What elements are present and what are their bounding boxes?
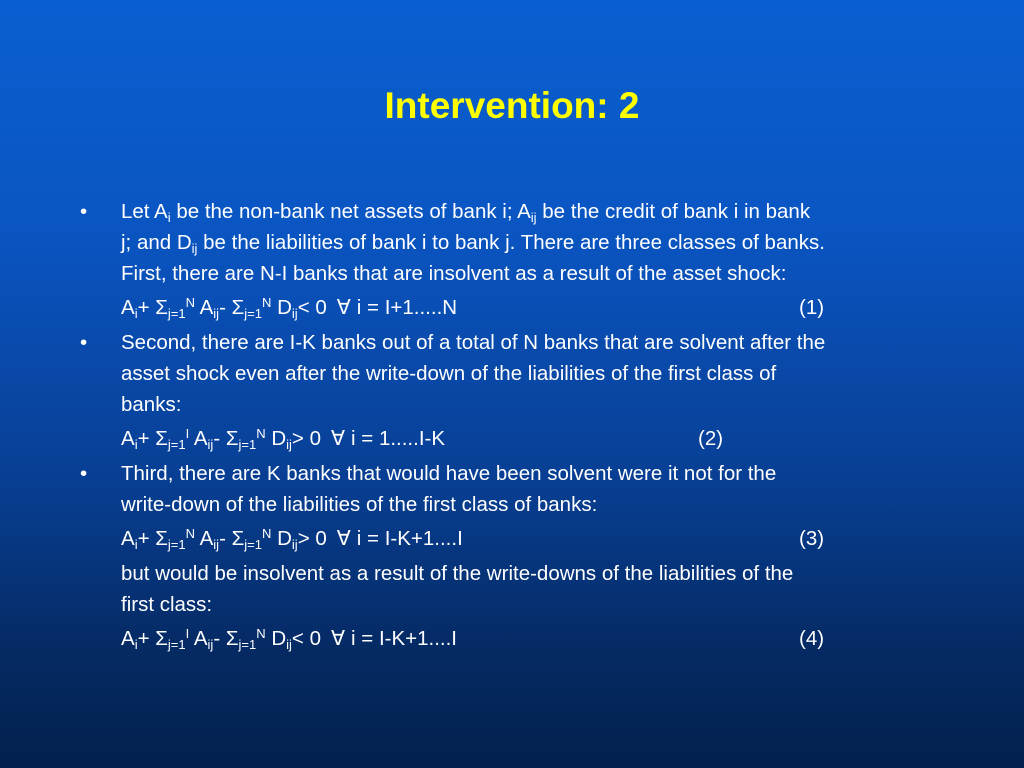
sum-symbol: - Σ xyxy=(213,627,239,650)
bullet-3: • xyxy=(80,462,88,485)
subscript: i xyxy=(134,637,138,652)
subscript: ij xyxy=(191,241,198,256)
subscript: j=1 xyxy=(167,306,186,321)
subscript: ij xyxy=(213,306,220,321)
bullet-2: • xyxy=(80,331,88,354)
sum-symbol: - Σ xyxy=(213,427,239,450)
equation-number-4: (4) xyxy=(799,627,825,650)
superscript: N xyxy=(256,426,266,441)
slide-title: Intervention: 2 xyxy=(384,85,640,126)
subscript: ij xyxy=(286,637,292,652)
paragraph-1-line-3: First, there are N-I banks that are insolvent as a result of the asset shock: xyxy=(121,262,787,285)
subscript: j=1 xyxy=(244,537,262,552)
subscript: i xyxy=(134,306,138,321)
paragraph-4-line-1: but would be insolvent as a result of the write-downs of the liabilities of the xyxy=(121,562,794,585)
index-range: i = I+1.....N xyxy=(356,296,458,319)
text: A xyxy=(121,527,135,550)
sum-symbol: + Σ xyxy=(137,527,168,550)
subscript: i xyxy=(134,437,138,452)
text: A xyxy=(121,427,135,450)
text: j; and D xyxy=(121,231,192,254)
equation-number-2: (2) xyxy=(698,427,724,450)
relation: > 0 xyxy=(291,427,321,450)
text: A xyxy=(121,627,135,650)
paragraph-3-line-2: write-down of the liabilities of the first class of banks: xyxy=(121,493,598,516)
text: D xyxy=(271,427,287,450)
equation-number-3: (3) xyxy=(799,527,825,550)
superscript: N xyxy=(262,526,272,541)
paragraph-1-line-2 xyxy=(80,227,960,258)
subscript: ij xyxy=(291,306,298,321)
paragraph-2-line-2: asset shock even after the write-down of the liabilities of the first class of xyxy=(121,362,777,385)
text: D xyxy=(271,627,287,650)
superscript: N xyxy=(262,295,272,310)
text: A xyxy=(193,627,208,650)
superscript: N xyxy=(185,526,196,541)
for-all-symbol: ∀ xyxy=(336,527,351,550)
subscript: ij xyxy=(291,537,298,552)
equation-4 xyxy=(80,620,960,658)
equation-3 xyxy=(80,520,960,558)
subscript: i xyxy=(167,210,171,225)
superscript: I xyxy=(185,426,190,441)
relation: < 0 xyxy=(297,296,327,319)
text: be the credit of bank i in bank xyxy=(536,200,811,223)
subscript: j=1 xyxy=(244,306,262,321)
for-all-symbol: ∀ xyxy=(331,627,346,650)
text: be the liabilities of bank i to bank j. There are three classes of banks. xyxy=(197,231,825,254)
equation-1 xyxy=(80,289,960,327)
text: Let A xyxy=(121,200,168,223)
paragraph-2-line-3: banks: xyxy=(121,393,182,416)
superscript: N xyxy=(185,295,196,310)
index-range: i = I-K+1....I xyxy=(351,627,457,650)
equation-number-1: (1) xyxy=(799,296,825,319)
sum-symbol: - Σ xyxy=(219,296,245,319)
subscript: j=1 xyxy=(167,437,186,452)
relation: > 0 xyxy=(297,527,327,550)
slide-content xyxy=(80,196,960,658)
paragraph-2-line-1: • Second, there are I-K banks out of a total of N banks that are solvent after the xyxy=(80,327,960,358)
paragraph-4-line-2: first class: xyxy=(121,593,213,616)
relation: < 0 xyxy=(291,627,321,650)
sum-symbol: + Σ xyxy=(137,627,168,650)
text: D xyxy=(277,296,292,319)
text: A xyxy=(193,427,208,450)
for-all-symbol: ∀ xyxy=(336,296,351,319)
text: D xyxy=(277,527,292,550)
sum-symbol: + Σ xyxy=(137,296,168,319)
paragraph-1-line-1 xyxy=(80,196,960,227)
text: be the non-bank net assets of bank i; A xyxy=(170,200,531,223)
subscript: j=1 xyxy=(238,637,257,652)
sum-symbol: - Σ xyxy=(219,527,245,550)
sum-symbol: + Σ xyxy=(137,427,168,450)
subscript: j=1 xyxy=(167,637,186,652)
equation-2 xyxy=(80,420,960,458)
subscript: i xyxy=(134,537,138,552)
text: A xyxy=(199,296,214,319)
index-range: i = 1.....I-K xyxy=(351,427,446,450)
subscript: ij xyxy=(207,437,214,452)
subscript: ij xyxy=(213,537,220,552)
for-all-symbol: ∀ xyxy=(331,427,346,450)
superscript: I xyxy=(185,626,190,641)
subscript: ij xyxy=(286,437,292,452)
subscript: ij xyxy=(530,210,537,225)
paragraph-3-line-1: • Third, there are K banks that would have been solvent were it not for the xyxy=(80,458,960,489)
subscript: j=1 xyxy=(167,537,186,552)
subscript: ij xyxy=(207,637,214,652)
text: A xyxy=(199,527,214,550)
bullet-1: • xyxy=(80,200,88,223)
text: A xyxy=(121,296,135,319)
index-range: i = I-K+1....I xyxy=(356,527,463,550)
superscript: N xyxy=(256,626,266,641)
subscript: j=1 xyxy=(238,437,257,452)
